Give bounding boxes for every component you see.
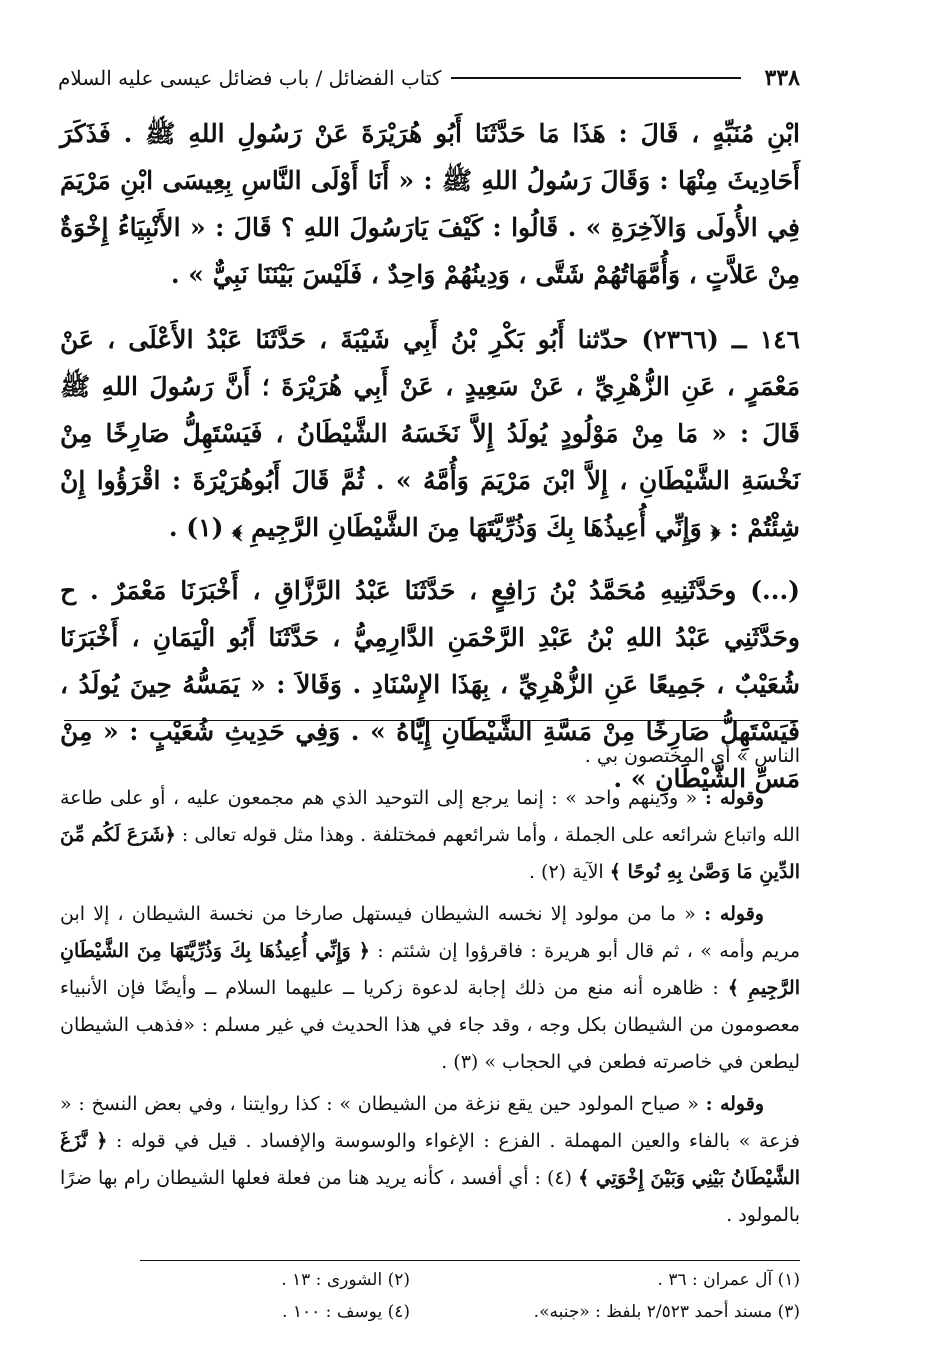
quran-verse: ﴿ وَإِنِّي أُعِيذُهَا بِكَ وَذُرِّيَّتَهَا مِنَ الشَّيْطَانِ الرَّجِيمِ ﴾ [60,940,800,999]
commentary-paragraph [60,780,800,891]
commentary-lead: وقوله : [705,1093,764,1115]
commentary-paragraph [60,1086,800,1234]
commentary-lead: وقوله : [704,903,764,925]
commentary-line: الناس » أي المختصون بي . [584,745,800,767]
commentary-text: الآية (٢) . [528,861,604,883]
hadith-paragraph: ١٤٦ ــ (٢٣٦٦) حدّثنا أَبُو بَكْرِ بْنُ أَبِي شَيْبَةَ ، حَدَّثَنَا عَبْدُ الأَعْلَى ، عَنْ مَعْمَرٍ ، عَنِ الزُّهْرِيِّ ، عَنْ سَعِيدٍ ، عَنْ أَبِي هُرَيْرَةَ ؛ أَنَّ رَسُولَ اللهِ ﷺ قَالَ : « مَا مِنْ مَوْلُودٍ يُولَدُ إِلاَّ نَخَسَهُ الشَّيْطَانُ ، فَيَسْتَهِلُّ صَارِخًا مِنْ نَخْسَةِ الشَّيْطَانِ ، إِلاَّ ابْنَ مَرْيَمَ وَأُمَّهُ » . ثُمَّ قَالَ أَبُوهُرَيْرَةَ : اقْرَؤُوا إِنْ شِئْتُمْ : ﴿ وَإِنِّي أُعِيذُهَا بِكَ وَذُرِّيَّتَهَا مِنَ الشَّيْطَانِ الرَّجِيمِ ﴾ (١) . [60,325,800,542]
footnote: (٣) مسند أحمد ٢/٥٢٣ بلفظ : «جنبه». [533,1302,800,1322]
commentary-lead: وقوله : [704,787,764,809]
commentary [60,738,800,1234]
footnote-rule [140,1260,800,1261]
commentary-text: : ظاهره أنه منع من ذلك إجابة لدعوة زكريا ــ عليهما السلام ــ وأيضًا فإن الأنبياء معصومون من الشيطان بكل وجه ، وقد جاء في هذا الحديث في غير مسلم : «فذهب الشيطان ليطعن في خاصرته فطعن في الحجاب » (٣) . [60,977,800,1073]
chapter-title: كتاب الفضائل / باب فضائل عيسى عليه السلام [58,66,442,90]
commentary-text: « صياح المولود حين يقع نزغة من الشيطان » : كذا روايتنا ، وفي بعض النسخ : « فزعة » بالفاء والعين المهملة . الفزع : الإغواء والوسوسة والإفساد . قيل في قوله : [60,1093,800,1152]
page-number: ٣٣٨ [764,65,800,91]
quran-verse: ﴿شَرَعَ لَكُم مِّنَ الدِّينِ مَا وَصَّىٰ بِهِ نُوحًا ﴾ [60,824,800,883]
header-rule [451,77,740,79]
commentary-text: « ودينهم واحد » : إنما يرجع إلى التوحيد الذي هم مجمعون عليه ، أو على طاعة الله واتباع شرائعه على الجملة ، وأما شرائعهم فمختلفة . وهذا مثل قوله تعالى : [60,787,800,846]
commentary-text: (٤) : أي أفسد ، كأنه يريد هنا من فعلة فعلها الشيطان رام بها ضرًا بالمولود . [60,1167,800,1226]
hadith-text [60,110,800,802]
hadith-paragraph: (...) وحَدَّثَنِيهِ مُحَمَّدُ بْنُ رَافِعٍ ، حَدَّثَنَا عَبْدُ الرَّزَّاقِ ، أَخْبَرَنَا مَعْمَرٌ . ح وحَدَّثَنِي عَبْدُ اللهِ بْنُ عَبْدِ الرَّحْمَنِ الدَّارِمِيُّ ، حَدَّثَنَا أَبُو الْيَمَانِ ، أَخْبَرَنَا شُعَيْبٌ ، جَمِيعًا عَنِ الزُّهْرِيِّ ، بِهَذَا الإِسْنَادِ . وَقَالاَ : « يَمَسُّهُ حِينَ يُولَدُ ، فَيَسْتَهِلُّ صَارِخًا مِنْ مَسَّةِ الشَّيْطَانِ إِيَّاهُ » . وَفِي حَدِيثِ شُعَيْبٍ : « مِنْ مَسِّ الشَّيْطَانِ » . [60,576,800,793]
footnote-row [60,1296,800,1328]
hadith-paragraph: ابْنِ مُنَبِّهٍ ، قَالَ : هَذَا مَا حَدَّثَنَا أَبُو هُرَيْرَةَ عَنْ رَسُولِ اللهِ ﷺ . فَذَكَرَ أَحَادِيثَ مِنْهَا : وَقَالَ رَسُولُ اللهِ ﷺ : « أَنَا أَوْلَى النَّاسِ بِعِيسَى ابْنِ مَرْيَمَ فِي الأُولَى وَالآخِرَةِ » . قَالُوا : كَيْفَ يَارَسُولَ اللهِ ؟ قَالَ : « الأَنْبِيَاءُ إِخْوَةٌ مِنْ عَلاَّتٍ ، وَأُمَّهَاتُهُمْ شَتَّى ، وَدِينُهُمْ وَاحِدٌ ، فَلَيْسَ بَيْنَنَا نَبِيٌّ » . [60,119,800,289]
commentary-paragraph [60,896,800,1081]
footnotes [60,1264,800,1328]
section-divider [64,720,798,721]
footnote: (٢) الشورى : ١٣ . [281,1270,410,1290]
commentary-text: « ما من مولود إلا نخسه الشيطان فيستهل صارخا من نخسة الشيطان ، إلا ابن مريم وأمه » ، ثم قال أبو هريرة : فاقرؤوا إن شئتم : [60,903,800,962]
footnote: (١) آل عمران : ٣٦ . [657,1270,800,1290]
footnote: (٤) يوسف : ١٠٠ . [282,1302,410,1322]
running-header [58,58,800,98]
quran-verse: ﴿ نَّزَغَ الشَّيْطَانُ بَيْنِي وَبَيْنَ إِخْوَتِي ﴾ [60,1130,800,1189]
footnote-row [60,1264,800,1296]
